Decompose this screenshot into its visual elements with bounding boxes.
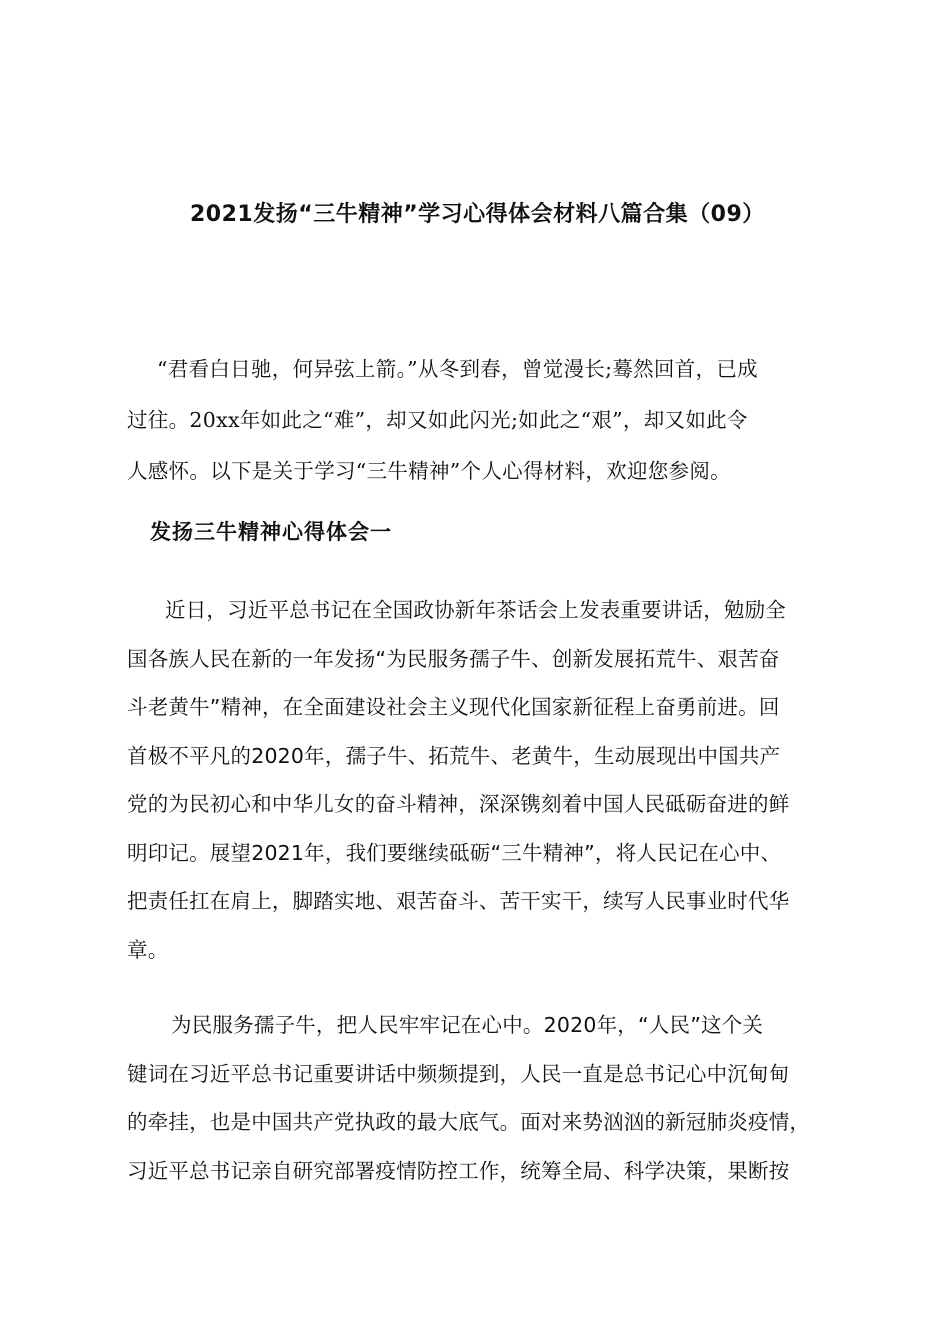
paragraph-line: 斗老黄牛”精神，在全面建设社会主义现代化国家新征程上奋勇前进。回 [127, 695, 780, 719]
paragraph-line: 首极不平凡的2020年，孺子牛、拓荒牛、老黄牛，生动展现出中国共产 [127, 743, 781, 768]
paragraph-line: 明印记。展望2021年，我们要继续砥砺“三牛精神”，将人民记在心中、 [127, 840, 782, 865]
intro-paragraph [127, 344, 837, 497]
paragraph-line: 党的为民初心和中华儿女的奋斗精神，深深镌刻着中国人民砥砺奋进的鲜 [127, 792, 790, 816]
paragraph-line: 近日，习近平总书记在全国政协新年茶话会上发表重要讲话，勉励全 [165, 598, 786, 622]
section-heading: 发扬三牛精神心得体会一 [150, 519, 392, 544]
body-paragraph [127, 1001, 847, 1195]
paragraph-line: 为民服务孺子牛，把人民牢牢记在心中。2020年，“人民”这个关 [171, 1013, 764, 1037]
paragraph-line: 章。 [127, 937, 169, 962]
paragraph-line: 国各族人民在新的一年发扬“为民服务孺子牛、创新发展拓荒牛、艰苦奋 [127, 646, 780, 671]
intro-line: “君看白日驰，何异弦上箭。”从冬到春，曾觉漫长;蓦然回首，已成 [157, 357, 758, 381]
paragraph-line: 的牵挂，也是中国共产党执政的最大底气。面对来势汹汹的新冠肺炎疫情， [127, 1110, 811, 1134]
paragraph-line: 键词在习近平总书记重要讲话中频频提到，人民一直是总书记心中沉甸甸 [127, 1061, 790, 1086]
intro-line: 过往。20xx年如此之“难”，却又如此闪光;如此之“艰”，却又如此令 [127, 408, 748, 432]
paragraph-line: 习近平总书记亲自研究部署疫情防控工作，统筹全局、科学决策，果断按 [127, 1158, 790, 1183]
document-title: 2021发扬“三牛精神”学习心得体会材料八篇合集（09） [190, 202, 765, 227]
intro-line: 人感怀。以下是关于学习“三牛精神”个人心得材料，欢迎您参阅。 [127, 459, 731, 483]
paragraph-line: 把责任扛在肩上，脚踏实地、艰苦奋斗、苦干实干，续写人民事业时代华 [127, 889, 790, 913]
body-paragraph [127, 586, 847, 974]
